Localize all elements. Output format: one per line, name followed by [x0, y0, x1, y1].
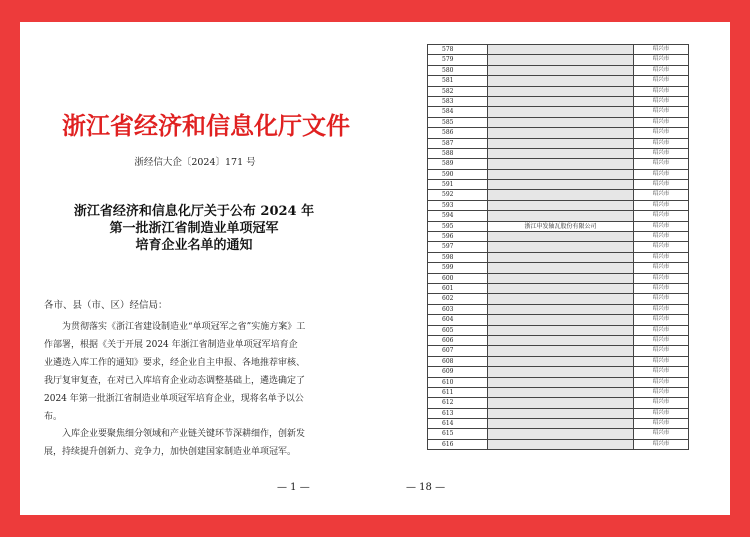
table-row — [428, 315, 688, 325]
company-name — [488, 149, 634, 158]
page-number-right: — 18 — — [406, 482, 446, 493]
row-number: 600 — [428, 274, 488, 283]
row-number: 581 — [428, 76, 488, 85]
row-number: 603 — [428, 305, 488, 314]
row-number: 594 — [428, 211, 488, 220]
region: 绍兴市 — [652, 201, 670, 208]
row-number: 596 — [428, 232, 488, 241]
region: 绍兴市 — [652, 181, 670, 188]
company-name — [488, 180, 634, 189]
table-row — [428, 263, 688, 273]
region: 绍兴市 — [652, 56, 670, 63]
row-number: 598 — [428, 253, 488, 262]
company-name — [488, 284, 634, 293]
company-name — [488, 55, 634, 64]
table-row — [428, 253, 688, 263]
company-name — [488, 315, 634, 324]
row-number: 609 — [428, 367, 488, 376]
company-name — [488, 357, 634, 366]
company-name — [488, 253, 634, 262]
row-number: 578 — [428, 45, 488, 54]
table-row — [428, 211, 688, 221]
table-row — [428, 294, 688, 304]
row-number: 592 — [428, 190, 488, 199]
paragraph-2 — [44, 425, 344, 461]
region: 绍兴市 — [652, 326, 670, 333]
region: 绍兴市 — [652, 357, 670, 364]
row-number: 606 — [428, 336, 488, 345]
region: 绍兴市 — [652, 347, 670, 354]
table-row — [428, 326, 688, 336]
region: 绍兴市 — [652, 46, 670, 52]
row-number: 614 — [428, 419, 488, 428]
title-line: 第一批浙江省制造业单项冠军 — [109, 221, 279, 236]
row-number: 591 — [428, 180, 488, 189]
region: 绍兴市 — [652, 264, 670, 271]
region: 绍兴市 — [652, 243, 670, 250]
company-table — [427, 44, 689, 450]
region: 绍兴市 — [652, 388, 670, 395]
row-number: 601 — [428, 284, 488, 293]
company-name — [488, 76, 634, 85]
table-row — [428, 45, 688, 55]
row-number: 587 — [428, 139, 488, 148]
region: 绍兴市 — [652, 430, 670, 437]
row-number: 580 — [428, 66, 488, 75]
paragraph-line: 为贯彻落实《浙江省建设制造业“单项冠军之省”实施方案》工 — [62, 322, 306, 332]
company-name — [488, 107, 634, 116]
company-name — [488, 388, 634, 397]
region: 绍兴市 — [652, 87, 670, 94]
row-number: 607 — [428, 346, 488, 355]
table-row — [428, 76, 688, 86]
region: 绍兴市 — [652, 66, 670, 73]
row-number: 595 — [428, 222, 488, 231]
company-name — [488, 398, 634, 407]
company-name — [488, 190, 634, 199]
document-number: 浙经信大企〔2024〕171 号 — [134, 157, 256, 168]
row-number: 588 — [428, 149, 488, 158]
row-number: 610 — [428, 378, 488, 387]
company-name — [488, 118, 634, 127]
region: 绍兴市 — [652, 440, 670, 447]
row-number: 608 — [428, 357, 488, 366]
company-name — [488, 242, 634, 251]
company-name — [488, 170, 634, 179]
paragraph-line: 业遴选入库工作的通知》要求，经企业自主申报、各地推荐审核、 — [44, 358, 306, 368]
row-number: 586 — [428, 128, 488, 137]
table-row — [428, 419, 688, 429]
region: 绍兴市 — [652, 191, 670, 198]
notice-title — [44, 203, 344, 254]
row-number: 616 — [428, 440, 488, 449]
table-row — [428, 429, 688, 439]
region: 绍兴市 — [652, 212, 670, 219]
company-name — [488, 45, 634, 54]
table-row — [428, 128, 688, 138]
table-row — [428, 305, 688, 315]
company-name — [488, 232, 634, 241]
paragraph-line: 2024 年第一批浙江省制造业单项冠军培育企业，现将名单予以公 — [44, 394, 304, 404]
table-row — [428, 170, 688, 180]
table-row — [428, 222, 688, 232]
company-name — [488, 409, 634, 418]
paragraph-line: 入库企业要聚焦细分领域和产业链关键环节深耕细作，创新发 — [62, 429, 306, 439]
company-name: 浙江申发轴瓦股份有限公司 — [488, 222, 634, 231]
company-name — [488, 326, 634, 335]
region: 绍兴市 — [652, 368, 670, 375]
company-name — [488, 274, 634, 283]
company-name — [488, 159, 634, 168]
company-name — [488, 66, 634, 75]
table-row — [428, 242, 688, 252]
region: 绍兴市 — [652, 399, 670, 406]
table-row — [428, 159, 688, 169]
row-number: 612 — [428, 398, 488, 407]
company-name — [488, 367, 634, 376]
table-row — [428, 139, 688, 149]
table-row — [428, 284, 688, 294]
region: 绍兴市 — [652, 378, 670, 385]
table-row — [428, 149, 688, 159]
document-spread — [20, 22, 730, 515]
region: 绍兴市 — [652, 253, 670, 260]
company-name — [488, 305, 634, 314]
row-number: 597 — [428, 242, 488, 251]
title-line: 培育企业名单的通知 — [135, 238, 253, 253]
region: 绍兴市 — [652, 97, 670, 104]
title-line: 浙江省经济和信息化厅关于公布 2024 年 — [73, 204, 315, 219]
masthead: 浙江省经济和信息化厅文件 — [62, 111, 350, 140]
company-name — [488, 128, 634, 137]
row-number: 613 — [428, 409, 488, 418]
company-name — [488, 346, 634, 355]
salutation: 各市、县（市、区）经信局： — [44, 300, 168, 311]
table-row — [428, 180, 688, 190]
table-row — [428, 336, 688, 346]
company-name — [488, 139, 634, 148]
row-number: 605 — [428, 326, 488, 335]
table-row — [428, 367, 688, 377]
region: 绍兴市 — [652, 160, 670, 167]
row-number: 582 — [428, 87, 488, 96]
table-row — [428, 398, 688, 408]
page-number-left: — 1 — — [277, 482, 310, 493]
paragraph-line: 展，持续提升创新力、竞争力，加快创建国家制造业单项冠军。 — [44, 447, 297, 457]
row-number: 589 — [428, 159, 488, 168]
paragraph-line: 布。 — [44, 412, 63, 422]
region: 绍兴市 — [652, 284, 670, 291]
table-row — [428, 346, 688, 356]
company-name — [488, 440, 634, 449]
row-number: 593 — [428, 201, 488, 210]
region: 绍兴市 — [652, 129, 670, 136]
table-row — [428, 388, 688, 398]
table-row — [428, 107, 688, 117]
company-name — [488, 419, 634, 428]
row-number: 583 — [428, 97, 488, 106]
company-name — [488, 294, 634, 303]
table-row — [428, 87, 688, 97]
company-name — [488, 378, 634, 387]
paragraph-line: 我厅复审复查，在对已入库培育企业动态调整基础上，遴选确定了 — [44, 376, 306, 386]
table-row — [428, 378, 688, 388]
row-number: 599 — [428, 263, 488, 272]
company-name — [488, 201, 634, 210]
region: 绍兴市 — [652, 336, 670, 343]
region: 绍兴市 — [652, 409, 670, 416]
region: 绍兴市 — [652, 295, 670, 302]
company-name — [488, 336, 634, 345]
row-number: 611 — [428, 388, 488, 397]
region: 绍兴市 — [652, 420, 670, 427]
table-row — [428, 118, 688, 128]
region: 绍兴市 — [652, 316, 670, 323]
paragraph-line: 作部署，根据《关于开展 2024 年浙江省制造业单项冠军培育企 — [44, 340, 298, 350]
company-name — [488, 87, 634, 96]
table-row — [428, 357, 688, 367]
table-row — [428, 201, 688, 211]
table-row — [428, 55, 688, 65]
row-number: 584 — [428, 107, 488, 116]
region: 绍兴市 — [652, 222, 670, 229]
company-name — [488, 211, 634, 220]
table-row — [428, 274, 688, 284]
region: 绍兴市 — [652, 149, 670, 156]
region: 绍兴市 — [652, 77, 670, 84]
row-number: 604 — [428, 315, 488, 324]
region: 绍兴市 — [652, 170, 670, 177]
company-name — [488, 97, 634, 106]
table-row — [428, 190, 688, 200]
company-name — [488, 429, 634, 438]
region: 绍兴市 — [652, 233, 670, 240]
region: 绍兴市 — [652, 274, 670, 281]
row-number: 579 — [428, 55, 488, 64]
region: 绍兴市 — [652, 108, 670, 115]
table-row — [428, 440, 688, 450]
company-name — [488, 263, 634, 272]
region: 绍兴市 — [652, 118, 670, 125]
row-number: 590 — [428, 170, 488, 179]
table-row — [428, 409, 688, 419]
table-row — [428, 66, 688, 76]
table-row — [428, 232, 688, 242]
paragraph-1 — [44, 318, 344, 426]
row-number: 615 — [428, 429, 488, 438]
table-row — [428, 97, 688, 107]
row-number: 602 — [428, 294, 488, 303]
row-number: 585 — [428, 118, 488, 127]
region: 绍兴市 — [652, 139, 670, 146]
region: 绍兴市 — [652, 305, 670, 312]
